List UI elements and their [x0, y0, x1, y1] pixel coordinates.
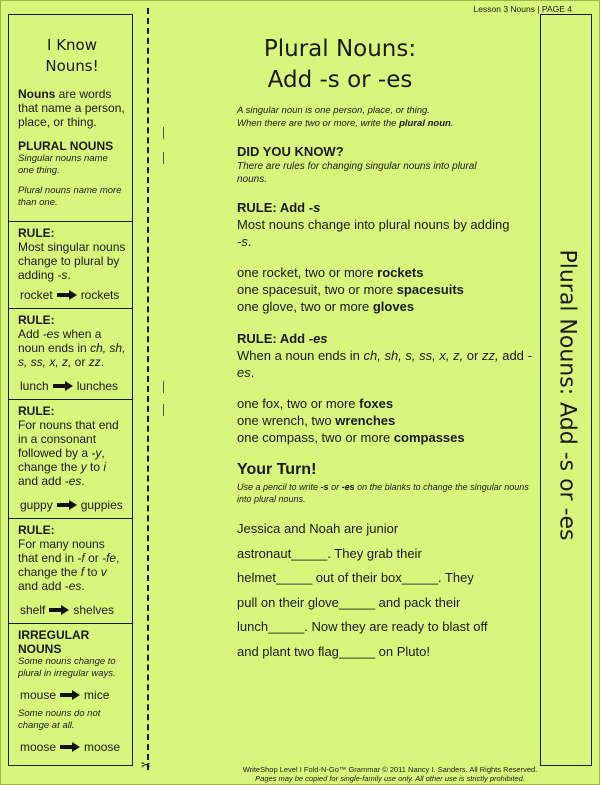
es-example-2: one wrench, two wrenches	[237, 413, 396, 428]
intro-line2: When there are two or more, write the plural noun.	[237, 118, 454, 129]
arrow-right-icon	[49, 606, 69, 614]
nouns-definition: Nouns are words that name a person, place, or thing.	[18, 87, 125, 129]
story-passage	[237, 517, 537, 664]
story-line: astronaut_____. They grab their	[237, 545, 422, 561]
divider	[9, 221, 132, 222]
example-rocket: rocket rockets	[20, 288, 120, 302]
spine-title: Plural Nouns: Add -s or -es	[554, 249, 580, 541]
rule-s-text: Most nouns change into plural nouns by adding -s.	[237, 217, 510, 249]
divider	[9, 399, 132, 400]
rule1-heading: RULE:	[18, 226, 55, 240]
did-you-know-text: There are rules for changing singular nouns into plural nouns.	[237, 161, 477, 185]
story-line: Jessica and Noah are junior	[237, 521, 399, 536]
page-title: Plural Nouns: Add -s or -es	[263, 36, 417, 93]
no-change-definition: Some nouns do not change at all.	[18, 708, 101, 731]
fold-mark	[163, 404, 164, 416]
divider	[9, 308, 132, 309]
your-turn-heading: Your Turn!	[237, 461, 317, 478]
es-example-1: one fox, two or more foxes	[237, 396, 394, 411]
plural-definition: Plural nouns name more than one.	[18, 185, 122, 208]
rule-es-text: When a noun ends in ch, sh, s, ss, x, z, or zz, add -es.	[237, 348, 532, 380]
rule3-heading: RULE:	[18, 404, 55, 418]
intro-line1: A singular noun is one person, place, or thing.	[237, 105, 430, 116]
es-example-3: one compass, two or more compasses	[237, 430, 465, 445]
fold-mark	[163, 152, 164, 164]
did-you-know-heading: DID YOU KNOW?	[237, 144, 344, 159]
example-shelf: shelf shelves	[20, 603, 115, 617]
rule2-heading: RULE:	[18, 313, 55, 327]
plural-nouns-heading: PLURAL NOUNS	[18, 139, 114, 153]
story-line: and plant two flag_____ on Pluto!	[237, 643, 430, 659]
main-content	[237, 104, 537, 664]
rule1-text: Most singular nouns change to plural by adding -s.	[18, 240, 126, 282]
left-panel	[8, 14, 133, 766]
story-line: lunch_____. Now they are ready to blast off	[237, 619, 488, 634]
divider	[9, 518, 132, 519]
s-example-1: one rocket, two or more rockets	[237, 265, 424, 280]
arrow-right-icon	[57, 291, 77, 299]
irregular-definition: Some nouns change to plural in irregular ways.	[18, 656, 116, 679]
arrow-right-icon	[60, 743, 80, 751]
rule3-text: For nouns that end in a consonant followed by a -y, change the y to i and add -es.	[18, 418, 119, 488]
fold-line	[147, 8, 149, 770]
example-lunch: lunch lunches	[20, 379, 119, 393]
rule4-heading: RULE:	[18, 523, 55, 537]
rule2-text: Add -es when a noun ends in ch, sh, s, ss, x, z, or zz.	[18, 327, 126, 369]
story-line: pull on their glove_____ and pack their	[237, 594, 461, 610]
example-guppy: guppy guppies	[20, 498, 123, 512]
rule-s-heading: RULE: Add -s	[237, 200, 321, 215]
divider	[9, 623, 132, 624]
page-header: Lesson 3 Nouns | PAGE 4	[473, 4, 572, 14]
example-moose: moose moose	[20, 740, 121, 754]
arrow-right-icon	[60, 691, 80, 699]
singular-definition: Singular nouns name one thing.	[18, 153, 108, 176]
rule-es-heading: RULE: Add -es	[237, 331, 328, 346]
example-mouse: mouse mice	[20, 688, 110, 702]
arrow-right-icon	[53, 382, 73, 390]
left-panel-title: I Know Nouns!	[45, 36, 99, 75]
s-example-3: one glove, two or more gloves	[237, 299, 415, 314]
your-turn-instructions: Use a pencil to write -s or -es on the blanks to change the singular nouns into plural nouns.	[237, 482, 529, 504]
right-spine-panel	[540, 14, 592, 766]
story-line: helmet_____ out of their box_____. They	[237, 570, 474, 585]
copyright-footer: WriteShop Level I Fold-N-Go™ Grammar © 2011 Nancy I. Sanders. All Rights Reserved. Pages may be copied for single-family use only. All other use is strictly prohibited.	[242, 765, 538, 783]
fold-mark	[163, 381, 164, 393]
s-example-2: one spacesuit, two or more spacesuits	[237, 282, 464, 297]
arrow-right-icon	[57, 501, 77, 509]
irregular-heading: IRREGULAR NOUNS	[18, 628, 90, 656]
fold-mark	[163, 127, 164, 139]
scissors-icon: ✂	[141, 758, 152, 772]
rule4-text: For many nouns that end in -f or -fe, change the f to v and add -es.	[18, 537, 120, 593]
